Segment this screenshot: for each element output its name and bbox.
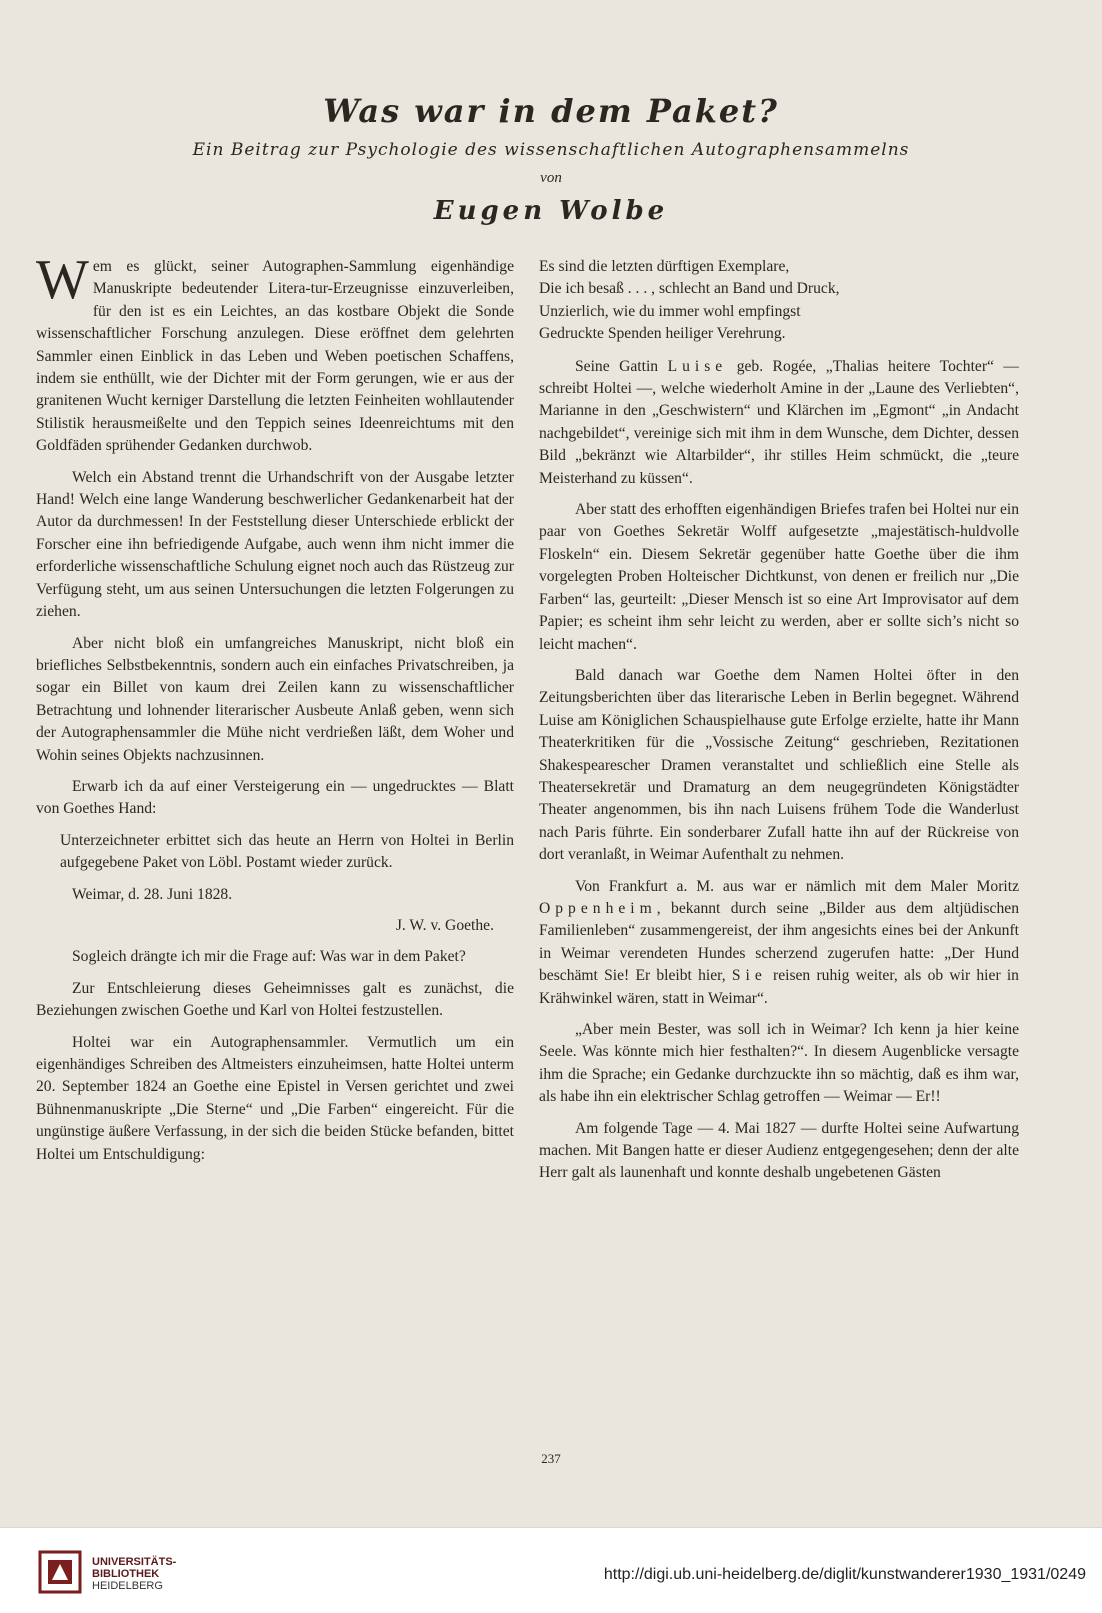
name-luise: Luise bbox=[667, 357, 728, 375]
text-span: , bekannt durch seine „Bilder aus dem altjüdischen Familienleben“ zusammengereist, der ihm angesichts eines bei der Ankunft in Weimar verendeten Hundes scherzend zugerufen hatte: „Der Hund beschämt Sie! Er bleibt hier, bbox=[539, 899, 1019, 985]
poem-line: Die ich besaß . . . , schlecht an Band und Druck, bbox=[539, 280, 840, 298]
poem-line: Es sind die letzten dürftigen Exemplare, bbox=[539, 258, 790, 275]
byline-von: von bbox=[540, 170, 562, 186]
paragraph-4: Erwarb ich da auf einer Versteigerung ein — ungedrucktes — Blatt von Goethes Hand: bbox=[36, 777, 514, 818]
library-seal-icon bbox=[38, 1550, 82, 1594]
word-sie: Sie bbox=[731, 967, 767, 985]
paragraph-1-text: em es glückt, seiner Autographen-Sammlung eigenhändige Manuskripte bedeutender Litera-tur-Erzeugnisse einzuverleiben, für den ist es ein Leichtes, an das kostbare Objekt die Sonde wissenschaftlicher Forschung anzulegen. Diese eröffnet dem gelehrten Sammler einen Einblick in das Leben und Weben poetischen Schaffens, indem sie enthüllt, wie der Dichter mit der Form gerungen, wie er aus der granitenen Wucht kerniger Darstellung die letzten Feinheiten wohllautender Stilistik herausmeißelte und den Teppich seines Ideenreichtums mit den Goldfäden sprühender Gedanken durchwob. bbox=[36, 258, 514, 455]
left-column bbox=[36, 249, 514, 1175]
paragraph-8 bbox=[539, 356, 1019, 490]
poem-quote bbox=[539, 256, 1019, 346]
text-span: Seine Gattin bbox=[575, 357, 659, 375]
logo-line-1: UNIVERSITÄTS- bbox=[92, 1556, 177, 1568]
paragraph-7: Holtei war ein Autographensammler. Vermutlich um ein eigenhändiges Schreiben des Altmeisters einzuheimsen, hatte Holtei unterm 20. September 1824 an Goethe eine Epistel in Versen gerichtet und zwei Bühnenmanuskripte „Die Sterne“ und „Die Farben“ eingereicht. Für die ungünstige äußere Verfassung, in der sich die beiden Stücke befanden, bittet Holtei um Entschuldigung: bbox=[36, 1033, 514, 1163]
logo-line-3: HEIDELBERG bbox=[92, 1580, 163, 1592]
paragraph-2: Welch ein Abstand trennt die Urhandschrift von der Ausgabe letzter Hand! Welch eine lange Wanderung beschwerlicher Gedankenarbeit hat der Autor da durchmessen! In der Feststellung dieser Unterschiede erblickt der Forscher eine ihn befriedigende Aufgabe, auch wenn ihm nicht immer die erforderliche wissenschaftliche Schulung eignet noch auch das Rüstzeug zur Verfügung steht, um aus seinen Untersuchungen die letzten Folgerungen zu ziehen. bbox=[36, 468, 514, 621]
logo-line-2: BIBLIOTHEK bbox=[92, 1568, 160, 1580]
drop-cap: W bbox=[36, 249, 89, 311]
letter-date: Weimar, d. 28. Juni 1828. bbox=[72, 885, 233, 903]
paragraph-3: Aber nicht bloß ein umfangreiches Manuskript, nicht bloß ein briefliches Selbstbekenntnis, sondern auch ein einfaches Privatschreiben, ja sogar ein Billet von kaum drei Zeilen kann zu wissenschaftlicher Betrachtung und lohnender literarischer Ausbeute Anlaß geben, wenn sich der Autographensammler die Mühe nicht verdrießen läßt, dem Woher und Wohin seines Objekts nachzusinnen. bbox=[36, 634, 514, 764]
article-title: Was war in dem Paket? bbox=[323, 92, 779, 130]
paragraph-6: Zur Entschleierung dieses Geheimnisses galt es zunächst, die Beziehungen zwischen Goethe und Karl von Holtei festzustellen. bbox=[36, 979, 514, 1020]
page-number: 237 bbox=[541, 1451, 561, 1466]
paragraph-13: Am folgende Tage — 4. Mai 1827 — durfte Holtei seine Aufwartung machen. Mit Bangen hatte er dieser Audienz entgegengesehen; denn der alte Herr galt als launenhaft und konnte deshalb ungebetenen Gästen bbox=[539, 1119, 1019, 1182]
library-logo-text bbox=[92, 1556, 176, 1592]
text-span: geb. Rogée, „Thalias heitere Tochter“ — schreibt Holtei —, welche wiederholt Amine in der „Laune des Verliebten“, Marianne in den „Geschwistern“ und Klärchen im „Egmont“ „in Andacht nachgebildet“, vereinige sich mit ihm in dem Wunsche, dem Dichter, dessen Bild „bekränzt wie Altarbilder“, ihr stilles Heim schmückt, die „teure Meisterhand zu küssen“. bbox=[539, 357, 1019, 487]
paragraph-10: Bald danach war Goethe dem Namen Holtei öfter in den Zeitungsberichten über das literarische Leben in Berlin begegnet. Während Luise am Königlichen Schauspielhause gute Erfolge erzielte, hatte ihr Mann Theaterkritiken für die „Vossische Zeitung“ geschrieben, Rezitationen Shakespearescher Dramen veranstaltet und schließlich eine Stelle als Theatersekretär und Dramaturg an dem neugegründeten Königstädter Theater angenommen, bis ihn nach Luisens frühem Tode die Wanderlust nach Paris führte. Ein sonderbarer Zufall hatte ihn auf der Rückreise von dort veranlaßt, in Weimar Aufenthalt zu nehmen. bbox=[539, 666, 1019, 864]
paragraph-1 bbox=[36, 249, 514, 458]
paragraph-9: Aber statt des erhofften eigenhändigen Briefes trafen bei Holtei nur ein paar von Goethes Sekretär Wolff aufgesetzte „majestätisch-huldvolle Floskeln“ ein. Diesem Sekretär gegenüber hatte Goethe über die ihm vorgelegten Proben Holteischer Dichtkunst, von denen er freilich nur „Die Farben“ las, geurteilt: „Dieser Mensch ist so eine Art Improvisator auf dem Papier; es scheint ihm sehr leicht zu werden, aber er sollte sich’s nicht so leicht machen“. bbox=[539, 501, 1019, 653]
article-subtitle: Ein Beitrag zur Psychologie des wissenschaftlichen Autographensammelns bbox=[192, 140, 910, 160]
paragraph-5: Sogleich drängte ich mir die Frage auf: Was war in dem Paket? bbox=[72, 948, 466, 966]
right-column bbox=[539, 256, 1019, 1194]
poem-line: Gedruckte Spenden heiliger Verehrung. bbox=[539, 325, 786, 343]
letter-signature: J. W. v. Goethe. bbox=[395, 916, 494, 934]
name-oppenheim: Oppenheim bbox=[539, 899, 657, 917]
source-url-link[interactable]: http://digi.ub.uni-heidelberg.de/diglit/kunstwanderer1930_1931/0249 bbox=[603, 1566, 1086, 1583]
text-span: Von Frankfurt a. M. aus war er nämlich mit dem Maler Moritz bbox=[575, 877, 1019, 895]
footer-bar bbox=[0, 1527, 1102, 1613]
poem-line: Unzierlich, wie du immer wohl empfingst bbox=[539, 302, 801, 320]
text-span: reisen ruhig weiter, als ob wir hier in Krähwinkel wären, statt in Weimar“. bbox=[539, 967, 1019, 1007]
author-name: Eugen Wolbe bbox=[433, 196, 669, 226]
goethe-letter: Unterzeichneter erbittet sich das heute an Herrn von Holtei in Berlin aufgegebene Paket von Löbl. Postamt wieder zurück. bbox=[60, 831, 514, 872]
paragraph-12: „Aber mein Bester, was soll ich in Weimar? Ich kenn ja hier keine Seele. Was könnte mich hier festhalten?“. In diesem Augenblicke versagte ihm die Sprache; ein Gedanke durchzuckte ihn so mächtig, daß es ihm war, als habe ihn ein elektrischer Schlag getroffen — Weimar — Er!! bbox=[539, 1021, 1019, 1106]
paragraph-11 bbox=[539, 876, 1019, 1010]
